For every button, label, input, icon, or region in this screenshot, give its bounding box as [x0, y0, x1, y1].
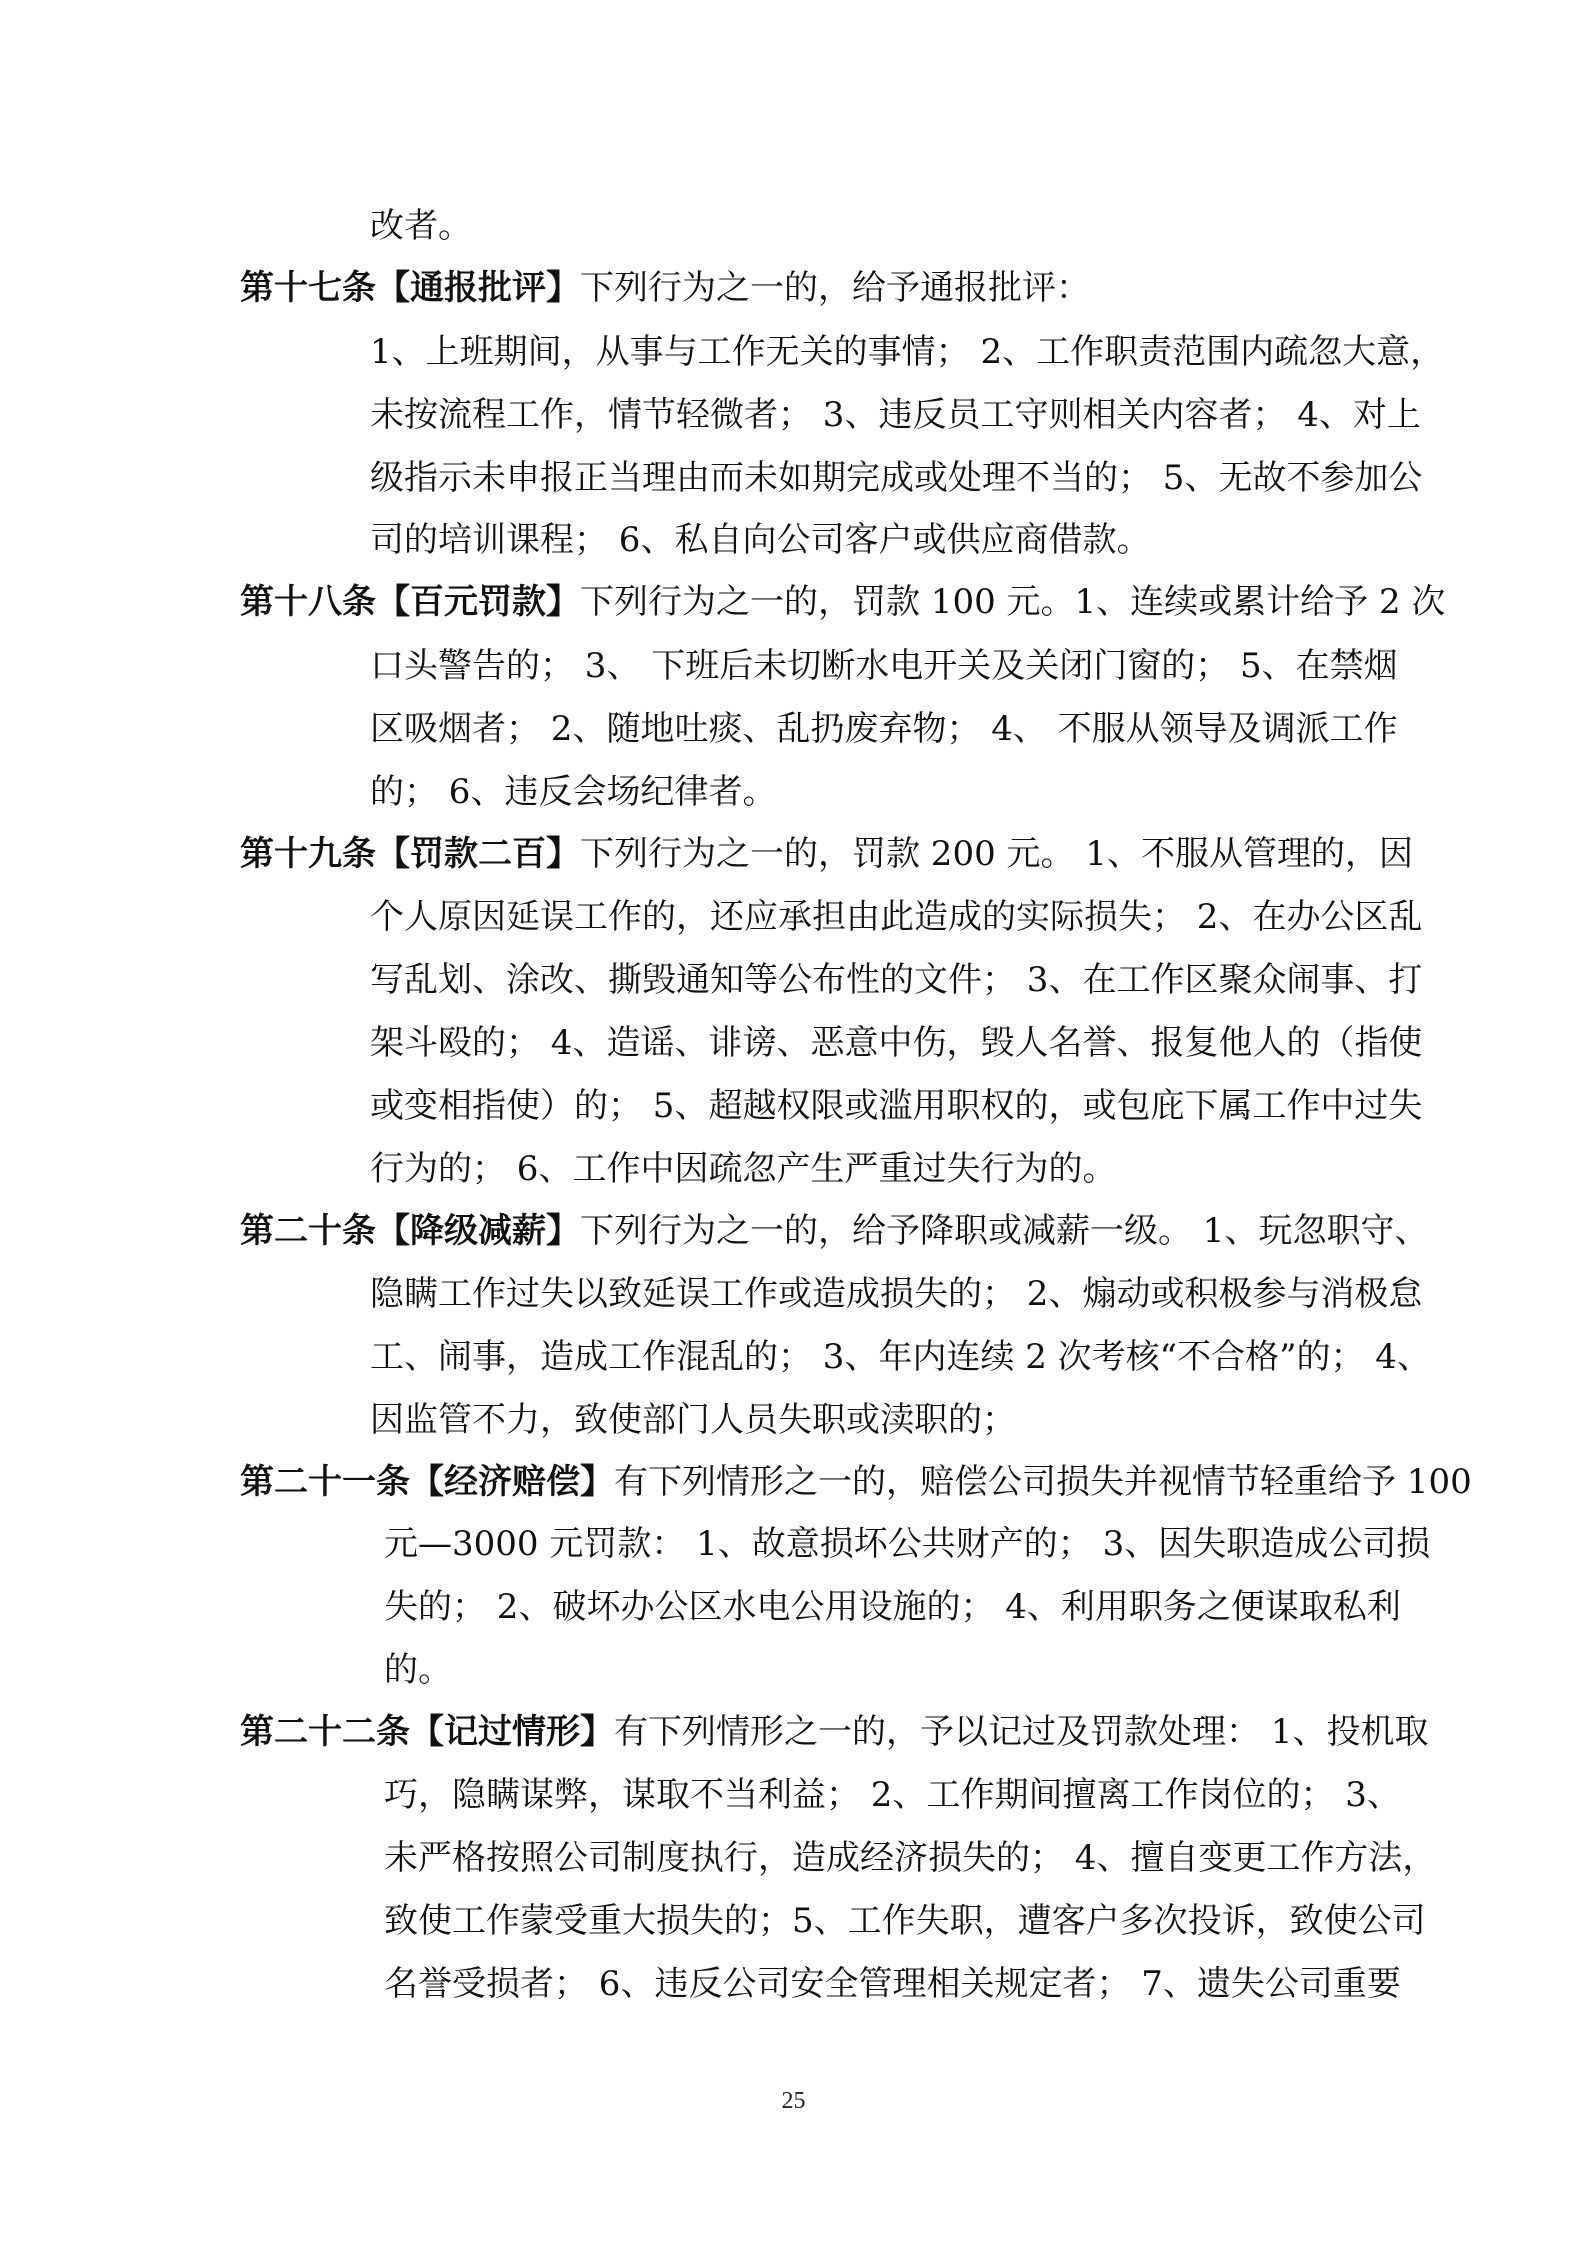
article-17-line: 级指示未申报正当理由而未如期完成或处理不当的； 5、无故不参加公	[370, 458, 1423, 498]
article-17-line: 1、上班期间，从事与工作无关的事情； 2、工作职责范围内疏忽大意，	[370, 332, 1445, 372]
article-18-line: 的； 6、违反会场纪律者。	[370, 772, 777, 812]
article-22-line: 巧，隐瞒谋弊，谋取不当利益； 2、工作期间擅离工作岗位的； 3、	[384, 1775, 1401, 1815]
article-17-line: 未按流程工作，情节轻微者； 3、违反员工守则相关内容者； 4、对上	[370, 395, 1421, 435]
article-22-line: 名誉受损者； 6、违反公司安全管理相关规定者； 7、遗失公司重要	[384, 1964, 1401, 2004]
article-18-line: 区吸烟者； 2、随地吐痰、乱扔废弃物； 4、 不服从领导及调派工作	[370, 709, 1398, 749]
article-21-line: 失的； 2、破坏办公区水电公用设施的； 4、利用职务之便谋取私利	[384, 1587, 1401, 1627]
article-21-first-line	[240, 1462, 1472, 1502]
article-17-heading: 第十七条【通报批评】	[240, 268, 580, 308]
article-19-intro: 下列行为之一的，罚款 200 元。 1、不服从管理的，因	[580, 834, 1413, 874]
article-22-line: 未严格按照公司制度执行，造成经济损失的； 4、擅自变更工作方法，	[384, 1838, 1437, 1878]
article-19-line: 或变相指使）的； 5、超越权限或滥用职权的，或包庇下属工作中过失	[370, 1086, 1423, 1126]
article-20-intro: 下列行为之一的，给予降职或减薪一级。 1、玩忽职守、	[580, 1211, 1429, 1251]
article-20-line: 因监管不力，致使部门人员失职或渎职的；	[370, 1400, 1016, 1440]
page-number: 25	[781, 2088, 806, 2114]
article-19-line: 个人原因延误工作的，还应承担由此造成的实际损失； 2、在办公区乱	[370, 897, 1423, 937]
article-19-line: 架斗殴的； 4、造谣、诽谤、恶意中伤，毁人名誉、报复他人的（指使	[370, 1023, 1423, 1063]
article-20-heading: 第二十条【降级减薪】	[240, 1211, 580, 1251]
article-18-first-line	[240, 582, 1445, 622]
article-22-line: 致使工作蒙受重大损失的；5、工作失职，遭客户多次投诉，致使公司	[384, 1901, 1426, 1941]
article-21-heading: 第二十一条【经济赔偿】	[240, 1462, 614, 1502]
article-18-heading: 第十八条【百元罚款】	[240, 582, 580, 622]
article-19-line: 写乱划、涂改、撕毁通知等公布性的文件； 3、在工作区聚众闹事、打	[370, 960, 1423, 1000]
article-20-line: 隐瞒工作过失以致延误工作或造成损失的； 2、煽动或积极参与消极怠	[370, 1274, 1423, 1314]
article-22-heading: 第二十二条【记过情形】	[240, 1712, 614, 1752]
article-21-intro: 有下列情形之一的，赔偿公司损失并视情节轻重给予 100	[614, 1462, 1472, 1502]
article-18-intro: 下列行为之一的，罚款 100 元。1、连续或累计给予 2 次	[580, 582, 1446, 622]
article-22-first-line	[240, 1712, 1428, 1752]
article-21-line: 元—3000 元罚款： 1、故意损坏公共财产的； 3、因失职造成公司损	[384, 1524, 1431, 1564]
article-19-heading: 第十九条【罚款二百】	[240, 834, 580, 874]
article-17-first-line	[240, 268, 1090, 308]
article-17-line: 司的培训课程； 6、私自向公司客户或供应商借款。	[370, 520, 1151, 560]
article-20-line: 工、闹事，造成工作混乱的； 3、年内连续 2 次考核“不合格”的； 4、	[370, 1337, 1431, 1377]
article-18-line: 口头警告的； 3、 下班后未切断水电开关及关闭门窗的； 5、在禁烟	[370, 646, 1398, 686]
article-21-line: 的。	[384, 1650, 452, 1690]
article-19-first-line	[240, 834, 1413, 874]
article-22-intro: 有下列情形之一的，予以记过及罚款处理： 1、投机取	[614, 1712, 1429, 1752]
article-17-intro: 下列行为之一的，给予通报批评：	[580, 268, 1090, 308]
article-20-first-line	[240, 1211, 1428, 1251]
article-19-line: 行为的； 6、工作中因疏忽产生严重过失行为的。	[370, 1149, 1117, 1189]
continuation-line: 改者。	[370, 206, 472, 246]
